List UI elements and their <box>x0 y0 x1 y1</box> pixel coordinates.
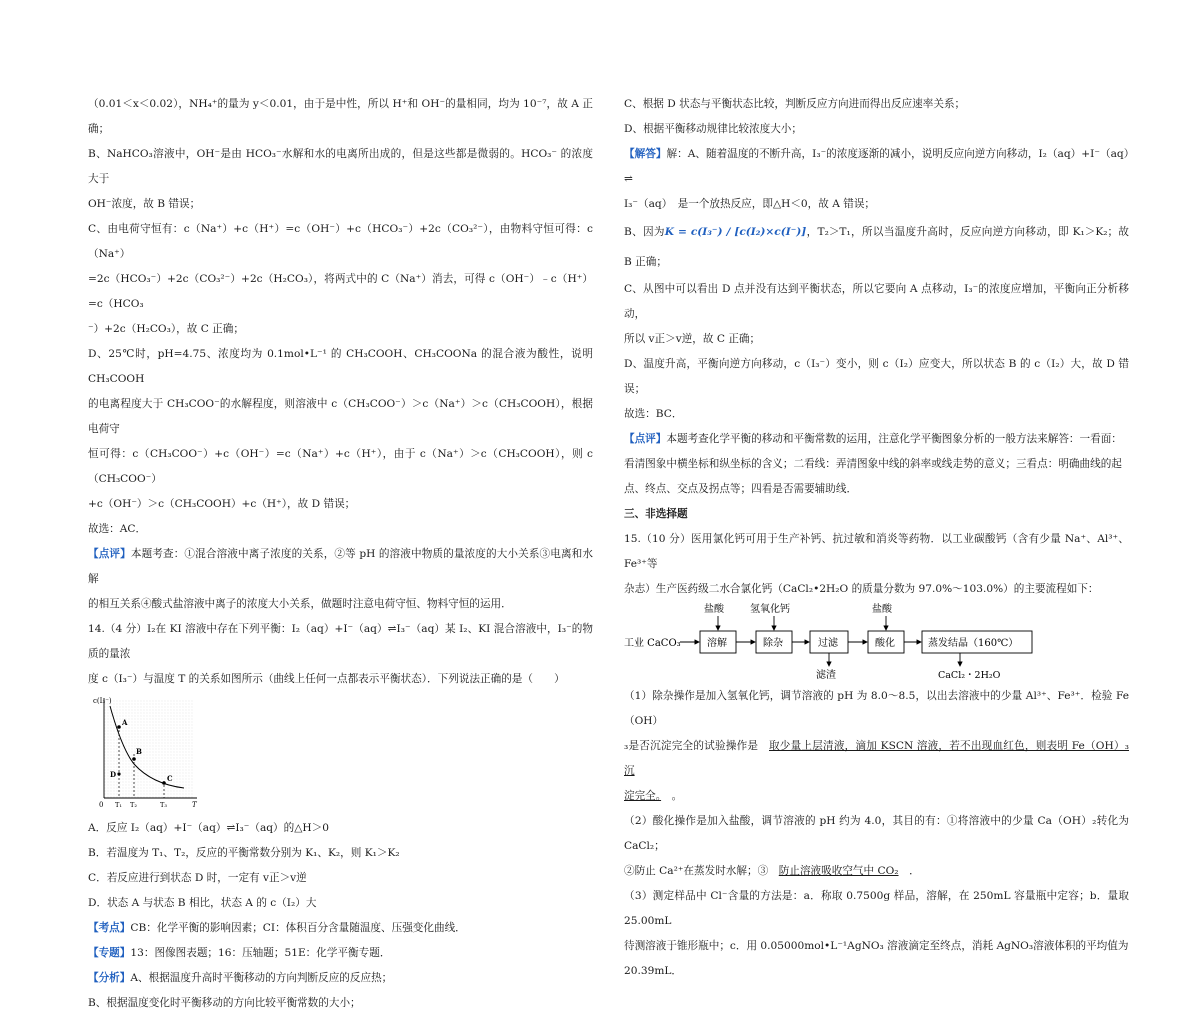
option-b: B．若温度为 T₁、T₂，反应的平衡常数分别为 K₁、K₂，则 K₁＞K₂ <box>88 847 400 859</box>
right-column <box>624 92 1129 984</box>
kaodian-text: CB：化学平衡的影响因素；CI：体积百分含量随温度、压强变化曲线． <box>130 922 466 934</box>
text-line: 的电离程度大于 CH₃COO⁻的水解程度，则溶液中 c（CH₃COO⁻）＞c（Na⁺）＞c（CH₃COOH），根据电荷守 <box>88 398 593 435</box>
point-c <box>162 781 166 785</box>
text-line: 待测溶液于锥形瓶中；c．用 0.05000mol•L⁻¹AgNO₃ 溶液滴定至终点，消耗 AgNO₃溶液体积的平均值为 <box>624 940 1129 952</box>
flow-box-filter-label: 过滤 <box>818 638 838 649</box>
text-line: D、25℃时，pH=4.75、浓度均为 0.1mol•L⁻¹ 的 CH₃COOH、CH₃COONa 的混合液为酸性，说明 CH₃COOH <box>88 348 593 385</box>
label-b: B <box>136 747 142 756</box>
reagent-hcl-2: 盐酸 <box>872 604 892 615</box>
x-axis-label: T <box>192 801 197 809</box>
grid-background <box>104 700 194 798</box>
fenxi-text: A、根据温度升高时平衡移动的方向判断反应的反应热； <box>130 972 393 984</box>
option-c: C．若反应进行到状态 D 时，一定有 v正＞v逆 <box>88 872 307 884</box>
question-15-stem-2: 杂志）生产医药级二水合氯化钙（CaCl₂•2H₂O 的质量分数为 97.0%～103.0%）的主要流程如下： <box>624 583 1099 595</box>
jieda-paragraph <box>624 142 1129 192</box>
jieda-text: 解：A、随着温度的不断升高，I₃⁻的浓度逐渐的减小，说明反应向逆方向移动，I₂（aq）+I⁻（aq）⇌ <box>624 148 1130 185</box>
answer-2-end: ． <box>898 865 920 877</box>
text-line: 恒可得：c（CH₃COO⁻）+c（OH⁻）=c（Na⁺）+c（H⁺），由于 c（Na⁺）＞c（CH₃COOH），则 c（CH₃COO⁻） <box>88 448 593 485</box>
flow-start: 工业 CaCO₃ <box>624 638 681 649</box>
kaodian-tag: 【考点】 <box>88 922 131 934</box>
sub-question-2-prompt: ②防止 Ca²⁺在蒸发时水解；③ <box>624 865 779 877</box>
sub-question-2-answer-line <box>624 859 1129 884</box>
point-a <box>117 725 121 729</box>
y-axis-label: c(I₃⁻) <box>93 697 112 705</box>
jieda-b-prefix: B、因为 <box>624 226 665 238</box>
text-line: D、根据平衡移动规律比较浓度大小； <box>624 123 802 135</box>
comment-text: 本题考查：①混合溶液中离子浓度的关系，②等 pH 的溶液中物质的量浓度的大小关系③电离和水解 <box>88 548 593 585</box>
answer-2: 防止溶液吸收空气中 CO₂ <box>778 865 899 877</box>
label-d: D <box>110 770 117 779</box>
sub-question-1: （1）除杂操作是加入氢氧化钙，调节溶液的 pH 为 8.0～8.5，以出去溶液中的少量 Al³⁺、Fe³⁺．检验 Fe（OH） <box>624 690 1129 727</box>
comment-paragraph <box>88 542 593 592</box>
comment-tag: 【点评】 <box>88 548 131 560</box>
concentration-temperature-graph <box>92 694 202 814</box>
zhuanti-tag: 【专题】 <box>88 947 131 959</box>
text-line: =2c（HCO₃⁻）+2c（CO₃²⁻）+2c（H₂CO₃），将两式中的 C（Na⁺）消去，可得 c（OH⁻）﹣c（H⁺）=c（HCO₃ <box>88 273 593 310</box>
zhuanti-text: 13：图像图表题；16：压轴题；51E：化学平衡专题． <box>130 947 391 959</box>
text-line: （0.01＜x＜0.02），NH₄⁺的量为 y＜0.01，由于是中性，所以 H⁺和 OH⁻的量相同，均为 10⁻⁷，故 A 正确； <box>88 98 593 135</box>
jieda-tag: 【解答】 <box>624 148 667 160</box>
sub-question-1-answer-end <box>624 784 1129 809</box>
answer-1-end: 。 <box>661 790 683 802</box>
question-15-stem: 15.（10 分）医用氯化钙可用于生产补钙、抗过敏和消炎等药物．以工业碳酸钙（含有少量 Na⁺、Al³⁺、Fe³⁺等 <box>624 533 1129 570</box>
text-line: 故选：BC． <box>624 408 683 420</box>
fenxi-tag: 【分析】 <box>88 972 131 984</box>
equilibrium-constant-formula: K = c(I₃⁻) / [c(I₂)×c(I⁻)] <box>664 226 807 238</box>
text-line: C、从图中可以看出 D 点并没有达到平衡状态，所以它要向 A 点移动，I₃⁻的浓度应增加，平衡向正分析移动， <box>624 283 1129 320</box>
sub-question-1-answer-line <box>624 734 1129 784</box>
zhuanti-paragraph <box>88 941 593 966</box>
question-14-stem-2: 度 c（I₃⁻）与温度 T 的关系如图所示（曲线上任何一点都表示平衡状态）．下列说法正确的是（ ） <box>88 673 565 685</box>
sub-question-2: （2）酸化操作是加入盐酸，调节溶液的 pH 约为 4.0，其目的有：①将溶液中的少量 Ca（OH）₂转化为 CaCl₂； <box>624 815 1129 852</box>
option-d: D．状态 A 与状态 B 相比，状态 A 的 c（I₂）大 <box>88 897 317 909</box>
comment-paragraph <box>624 427 1129 452</box>
text-line: I₃⁻（aq） 是一个放热反应，即△H＜0，故 A 错误； <box>624 198 876 210</box>
reagent-hcl-1: 盐酸 <box>704 604 724 615</box>
kaodian-paragraph <box>88 916 593 941</box>
left-column <box>88 92 593 1016</box>
text-line: ⁻）+2c（H₂CO₃），故 C 正确； <box>88 323 244 335</box>
tick-t1: T₁ <box>115 801 122 809</box>
text-line: +c（OH⁻）＞c（CH₃COOH）+c（H⁺），故 D 错误； <box>88 498 356 510</box>
section-heading: 三、非选择题 <box>624 508 688 520</box>
sub-question-3: （3）测定样品中 Cl⁻含量的方法是：a．称取 0.7500g 样品，溶解，在 250mL 容量瓶中定容；b．量取 25.00mL <box>624 890 1129 927</box>
origin-label: 0 <box>99 801 104 809</box>
tick-t3: T₃ <box>160 801 167 809</box>
flow-box-dissolve-label: 溶解 <box>707 638 727 649</box>
question-14-stem: 14.（4 分）I₂在 KI 溶液中存在下列平衡：I₂（aq）+I⁻（aq）⇌I₃⁻（aq）某 I₂、KI 混合溶液中，I₃⁻的物质的量浓 <box>88 623 593 660</box>
text-line: 点、终点、交点及拐点等；四看是否需要辅助线． <box>624 483 858 495</box>
text-line <box>624 217 1129 277</box>
point-b <box>132 757 136 761</box>
tick-t2: T₂ <box>130 801 137 809</box>
text-line: OH⁻浓度，故 B 错误； <box>88 198 201 210</box>
comment-text: 本题考查化学平衡的移动和平衡常数的运用，注意化学平衡图象分析的一般方法来解答：一看面： <box>666 433 1122 445</box>
flow-residue: 滤渣 <box>816 670 836 681</box>
text-line: 20.39mL． <box>624 965 683 977</box>
text-line: B、NaHCO₃溶液中，OH⁻是由 HCO₃⁻水解和水的电离所出成的，但是这些都是微弱的。HCO₃⁻ 的浓度大于 <box>88 148 593 185</box>
process-flowchart <box>624 602 1044 682</box>
option-a: A．反应 I₂（aq）+I⁻（aq）⇌I₃⁻（aq）的△H＞0 <box>88 822 329 834</box>
point-d <box>117 772 120 775</box>
text-line: C、由电荷守恒有：c（Na⁺）+c（H⁺）=c（OH⁻）+c（HCO₃⁻）+2c（CO₃²⁻），由物料守恒可得：c（Na⁺） <box>88 223 593 260</box>
text-line: D、温度升高，平衡向逆方向移动，c（I₃⁻）变小，则 c（I₂）应变大，所以状态 B 的 c（I₂）大，故 D 错误； <box>624 358 1129 395</box>
flow-product: CaCl₂・2H₂O <box>938 670 1001 681</box>
comment-tag: 【点评】 <box>624 433 667 445</box>
text-line: 所以 v正＞v逆，故 C 正确； <box>624 333 761 345</box>
text-line: 看清图象中横坐标和纵坐标的含义；二看线：弄清图象中线的斜率或线走势的意义；三看点：明确曲线的起 <box>624 458 1122 470</box>
fenxi-paragraph <box>88 966 593 991</box>
text-line: 的相互关系④酸式盐溶液中离子的浓度大小关系，做题时注意电荷守恒、物料守恒的运用． <box>88 598 512 610</box>
flow-box-acidify-label: 酸化 <box>875 638 895 649</box>
text-line: C、根据 D 状态与平衡状态比较，判断反应方向进而得出反应速率关系； <box>624 98 966 110</box>
label-c: C <box>167 774 173 783</box>
label-a: A <box>122 718 128 727</box>
jieda-b-suffix: ，T₂＞T₁，所以当温度升高时，反应向逆方向移动，即 K₁＞K₂；故 B 正确； <box>624 226 1129 268</box>
text-line: 故选：AC． <box>88 523 147 535</box>
answer-1-cont: 淀完全。 <box>624 790 662 802</box>
answer-1: 取少量上层清液，滴加 KSCN 溶液，若不出现血红色，则表明 Fe（OH）₃沉 <box>624 740 1130 777</box>
flow-box-purify-label: 除杂 <box>763 638 783 649</box>
flow-box-crystallize-label: 蒸发结晶（160℃） <box>928 638 1019 649</box>
reagent-caoh2: 氢氧化钙 <box>750 604 790 615</box>
text-line: B、根据温度变化时平衡移动的方向比较平衡常数的大小； <box>88 997 361 1009</box>
sub-question-1-prompt: ₃是否沉淀完全的试验操作是 <box>624 740 769 752</box>
